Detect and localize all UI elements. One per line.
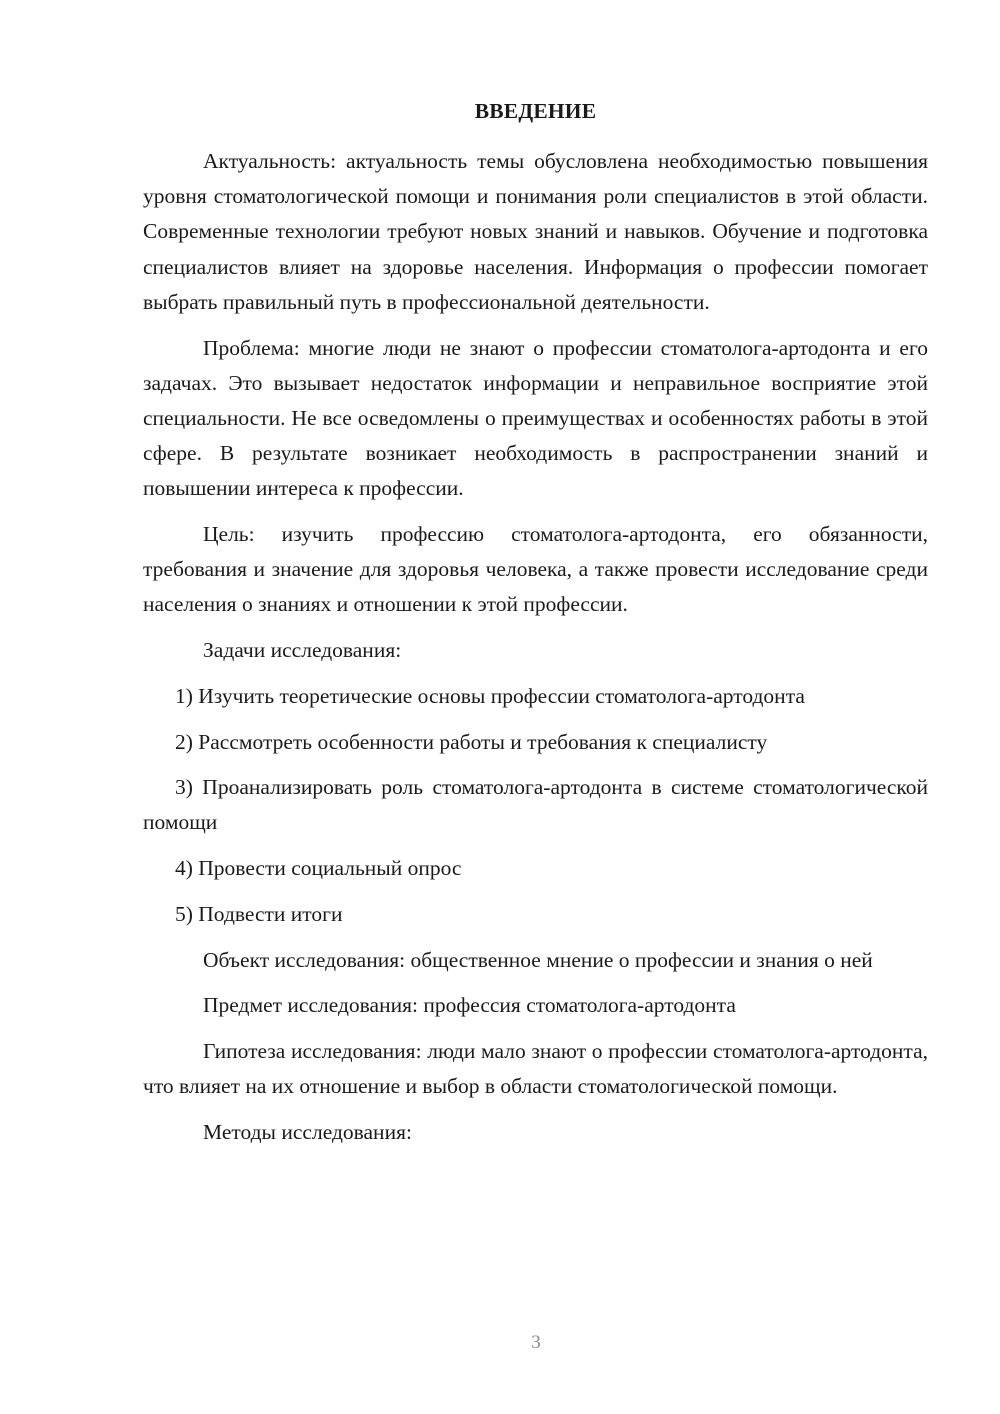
relevance-paragraph: Актуальность: актуальность темы обусловлена необходимостью повышения уровня стоматологической помощи и понимания роли специалистов в этой области. Современные технологии требуют новых знаний и навыков. Обучение и подготовка специалистов влияет на здоровье населения. Информация о профессии помогает выбрать правильный путь в профессиональной деятельности. <box>143 149 928 314</box>
subject-paragraph: Предмет исследования: профессия стоматолога-артодонта <box>203 993 736 1018</box>
methods-heading: Методы исследования: <box>203 1119 412 1144</box>
task-item: 3) Проанализировать роль стоматолога-артодонта в системе стоматологической помощи <box>143 775 928 835</box>
goal-paragraph: Цель: изучить профессию стоматолога-артодонта, его обязанности, требования и значение для здоровья человека, а также провести исследование среди населения о знаниях и отношении к этой профессии. <box>143 522 928 617</box>
hypothesis-paragraph: Гипотеза исследования: люди мало знают о профессии стоматолога-артодонта, что влияет на их отношение и выбор в области стоматологической помощи. <box>143 1038 928 1099</box>
problem-paragraph: Проблема: многие люди не знают о профессии стоматолога-артодонта и его задачах. Это вызывает недостаток информации и неправильное восприятие этой специальности. Не все осведомлены о преимуществах и особенностях работы в этой сфере. В результате возникает необходимость в распространении знаний и повышении интереса к профессии. <box>143 335 928 501</box>
section-title: ВВЕДЕНИЕ <box>474 99 597 123</box>
tasks-heading: Задачи исследования: <box>203 638 402 663</box>
object-paragraph: Объект исследования: общественное мнение о профессии и знания о ней <box>203 947 873 972</box>
task-item: 4) Провести социальный опрос <box>175 856 462 881</box>
page-number: 3 <box>531 1332 541 1353</box>
page-content <box>143 96 928 1161</box>
task-item: 1) Изучить теоретические основы профессии стоматолога-артодонта <box>175 683 805 708</box>
task-item: 5) Подвести итоги <box>175 901 343 926</box>
task-item: 2) Рассмотреть особенности работы и требования к специалисту <box>175 729 768 754</box>
